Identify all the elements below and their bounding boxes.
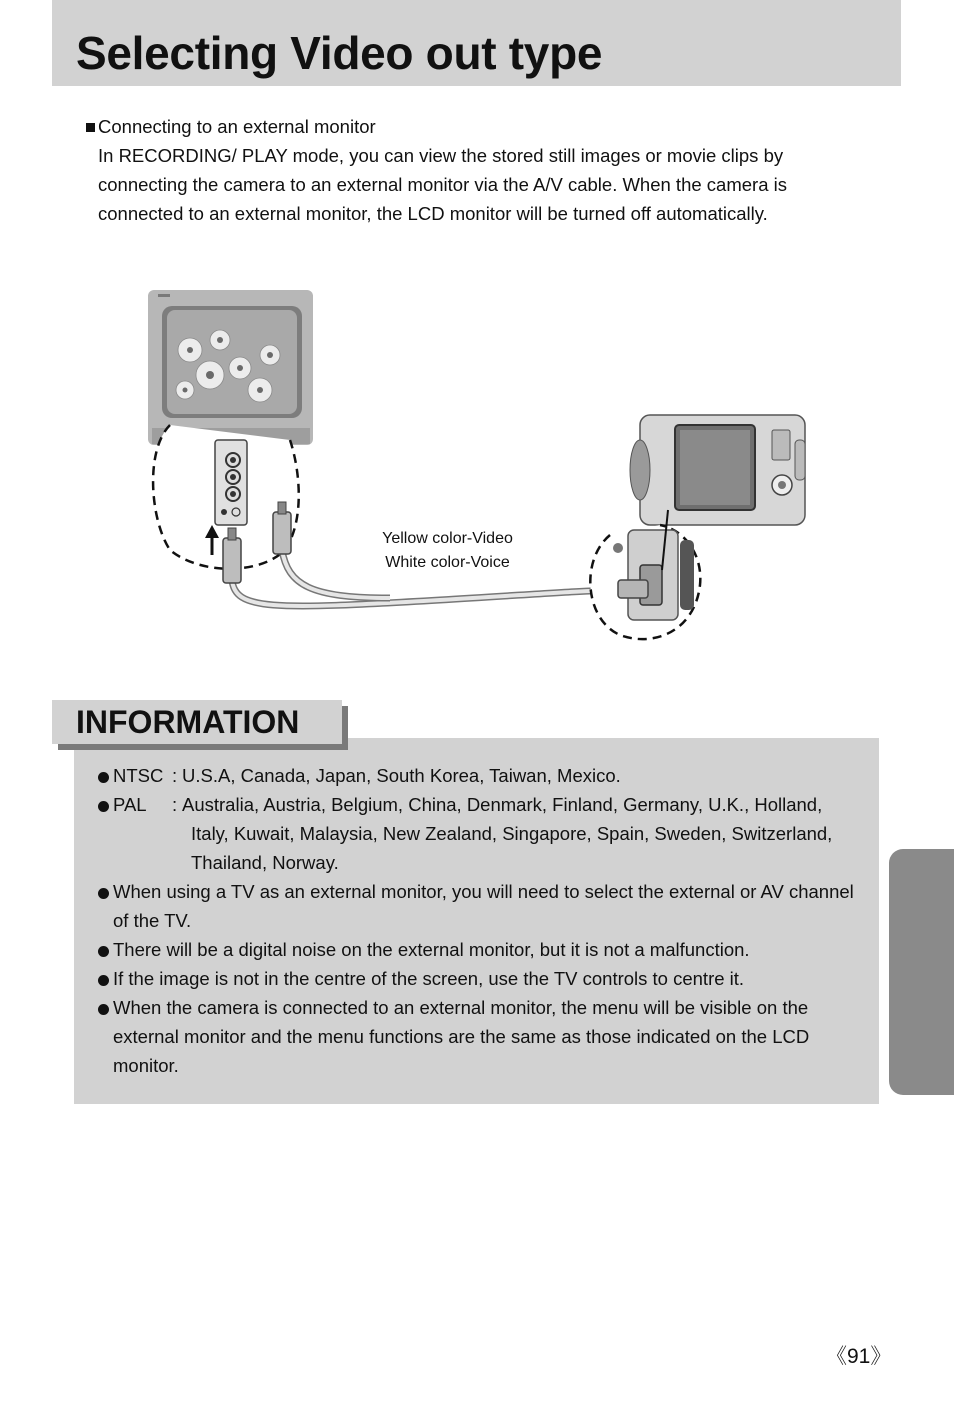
bullet-icon	[98, 975, 109, 986]
list-item: PAL : Australia, Austria, Belgium, China, Denmark, Finland, Germany, U.K., Holland, Italy, Kuwait, Malaysia, New Zealand, Singapore, Spain, Sweden, Switzerland, Thailand, Norway.	[96, 790, 856, 877]
camera-plug-icon	[618, 580, 648, 598]
information-list	[96, 761, 856, 1080]
list-item: When the camera is connected to an external monitor, the menu will be visible on the external monitor and the menu functions are the same as those indicated on the LCD monitor.	[96, 993, 856, 1080]
bullet-icon	[98, 772, 109, 783]
page-number: 《91》	[826, 1345, 892, 1368]
square-bullet-icon	[86, 123, 95, 132]
list-item: When using a TV as an external monitor, you will need to select the external or AV channel of the TV.	[96, 877, 856, 935]
information-heading: INFORMATION	[76, 704, 300, 740]
bullet-icon	[98, 946, 109, 957]
information-heading-tab	[52, 700, 342, 744]
bullet-icon	[98, 888, 109, 899]
connection-diagram	[140, 280, 820, 660]
list-item: If the image is not in the centre of the screen, use the TV controls to centre it.	[96, 964, 856, 993]
camera-icon	[630, 415, 805, 525]
list-item: NTSC : U.S.A, Canada, Japan, South Korea, Taiwan, Mexico.	[96, 761, 856, 790]
title-bar	[52, 0, 901, 86]
intro-body: In RECORDING/ PLAY mode, you can view the stored still images or movie clips by connecting the camera to an external monitor via the A/V cable. When the camera is connected to an external monitor, the LCD monitor will be turned off automatically.	[98, 145, 787, 224]
bullet-icon	[98, 801, 109, 812]
list-item: There will be a digital noise on the external monitor, but it is not a malfunction.	[96, 935, 856, 964]
intro-heading: Connecting to an external monitor	[84, 112, 844, 141]
tv-icon	[148, 290, 313, 445]
side-thumb-tab	[889, 849, 954, 1095]
cable-label: Yellow color-Video White color-Voice	[382, 530, 513, 571]
bullet-icon	[98, 1004, 109, 1015]
intro-section	[84, 112, 844, 228]
page-title: Selecting Video out type	[76, 27, 603, 79]
av-jack-panel	[215, 440, 247, 525]
